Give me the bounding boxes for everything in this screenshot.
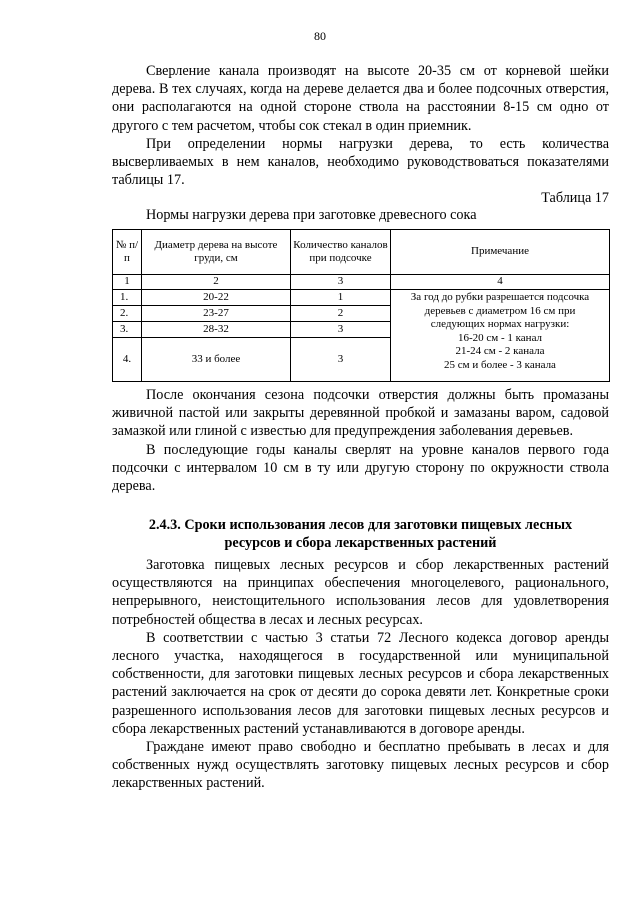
section-heading-line: 2.4.3. Сроки использования лесов для заготовки пищевых лесных bbox=[148, 517, 573, 533]
diameter-cell: 28-32 bbox=[142, 322, 291, 338]
paragraph: После окончания сезона подсочки отверстия должны быть промазаны живичной пастой или закрыты деревянной пробкой и замазаны варом, садовой замазкой или глиной с известью для предупреждения заболевания деревьев. bbox=[112, 387, 609, 440]
table-row bbox=[113, 290, 610, 306]
paragraph: Заготовка пищевых лесных ресурсов и сбор лекарственных растений осуществляются на принципах обеспечения многоцелевого, рационального, непрерывного, неистощительного использования лесов для удовлетворения потребностей общества в лесах и лесных ресурсах. bbox=[112, 557, 609, 628]
paragraph: Сверление канала производят на высоте 20-35 см от корневой шейки дерева. В тех случаях, когда на дереве делается два и более подсочных отверстия, они располагаются на одной стороне ствола на расстоянии 8-15 см одно от другого с тем расчетом, чтобы сок стекал в один приемник. bbox=[112, 63, 609, 134]
note-line: 21-24 см - 2 канала bbox=[455, 345, 545, 357]
header-cell-diameter: Диаметр дерева на высоте груди, см bbox=[142, 230, 291, 275]
header-cell-note: Примечание bbox=[391, 230, 610, 275]
table-column-numbers-row bbox=[113, 275, 610, 290]
channels-cell: 3 bbox=[291, 322, 391, 338]
channels-cell: 3 bbox=[291, 338, 391, 382]
page-number: 80 bbox=[314, 29, 326, 43]
text-block-section bbox=[112, 556, 609, 793]
table-header-row bbox=[113, 230, 610, 275]
paragraph: Граждане имеют право свободно и бесплатно пребывать в лесах и для собственных нужд осуществлять заготовку пищевых лесных ресурсов и сбор лекарственных растений. bbox=[112, 739, 609, 792]
header-cell-channels: Количество каналов при подсочке bbox=[291, 230, 391, 275]
header-cell-number: № п/п bbox=[113, 230, 142, 275]
section-heading bbox=[112, 516, 609, 552]
channels-cell: 2 bbox=[291, 306, 391, 322]
note-line: следующих нормах нагрузки: bbox=[430, 318, 570, 330]
text-block-top bbox=[112, 62, 609, 189]
table-label: Таблица 17 bbox=[541, 190, 609, 206]
table-title: Нормы нагрузки дерева при заготовке древесного сока bbox=[146, 207, 477, 223]
note-line: 25 см и более - 3 канала bbox=[444, 358, 556, 371]
row-number-cell: 1. bbox=[113, 290, 142, 306]
diameter-cell: 20-22 bbox=[142, 290, 291, 306]
column-number-cell: 2 bbox=[142, 275, 291, 290]
diameter-cell: 23-27 bbox=[142, 306, 291, 322]
channels-cell: 1 bbox=[291, 290, 391, 306]
column-number-cell: 4 bbox=[391, 275, 610, 290]
row-number-cell: 4. bbox=[113, 338, 142, 382]
note-line: деревьев с диаметром 16 см при bbox=[424, 304, 576, 317]
note-line: За год до рубки разрешается подсочка bbox=[410, 291, 590, 303]
text-block-after-table bbox=[112, 386, 609, 495]
column-number-cell: 3 bbox=[291, 275, 391, 290]
note-cell bbox=[391, 290, 610, 382]
row-number-cell: 3. bbox=[113, 322, 142, 338]
note-line: 16-20 см - 1 канал bbox=[457, 331, 543, 344]
paragraph: В соответствии с частью 3 статьи 72 Лесного кодекса договор аренды лесного участка, находящегося в государственной или муниципальной собственности, для заготовки пищевых лесных ресурсов и сбора лекарственных растений заключается на срок от десяти до сорока девяти лет. Конкретные сроки разрешенного использования лесов для заготовки пищевых лесных ресурсов и сбора лекарственных растений устанавливаются в договоре аренды. bbox=[112, 629, 609, 737]
paragraph: В последующие годы каналы сверлят на уровне каналов первого года подсочки с интервалом 10 см в ту или другую сторону по окружности ствола дерева. bbox=[112, 441, 609, 495]
paragraph: При определении нормы нагрузки дерева, то есть количества высверливаемых в нем каналов, необходимо руководствоваться показателями таблицы 17. bbox=[112, 135, 609, 189]
column-number-cell: 1 bbox=[113, 275, 142, 290]
norms-table bbox=[112, 229, 610, 382]
row-number-cell: 2. bbox=[113, 306, 142, 322]
diameter-cell: 33 и более bbox=[142, 338, 291, 382]
section-heading-line: ресурсов и сбора лекарственных растений bbox=[224, 535, 497, 551]
